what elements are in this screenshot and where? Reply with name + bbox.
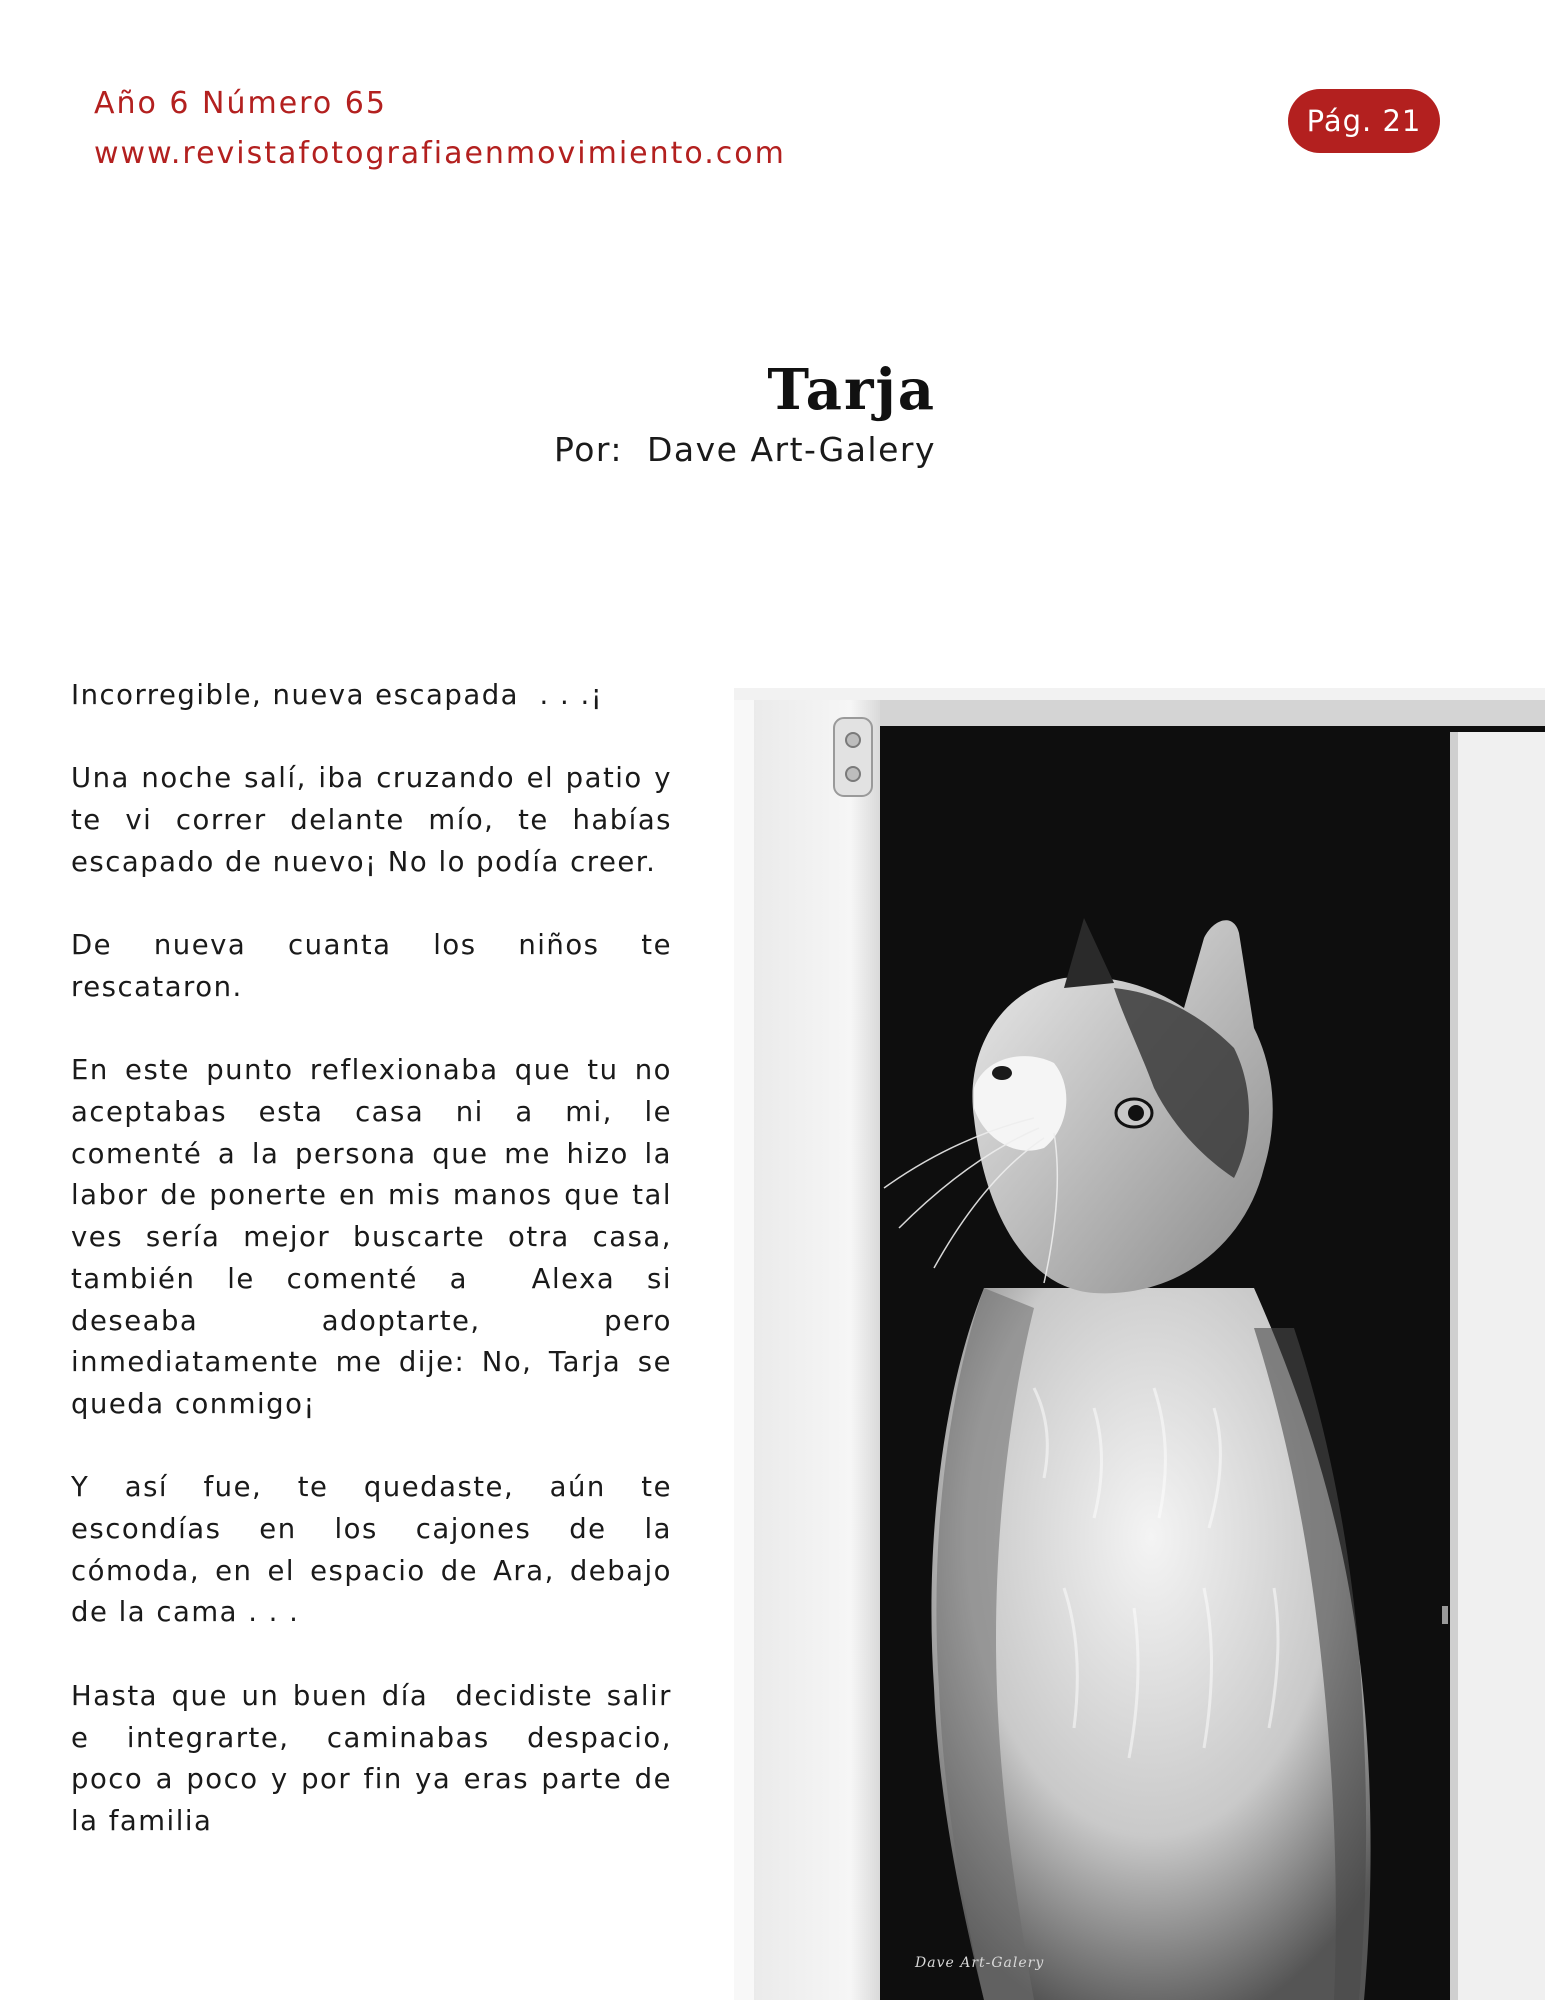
paragraph-1: Incorregible, nueva escapada . . .¡ bbox=[71, 679, 604, 711]
paragraph-4: En este punto reflexionaba que tu no aceptabas esta casa ni a mi, le comenté a la persona que me hizo la labor de ponerte en mis manos que tal ves sería mejor buscarte otra casa, también le comenté a Alexa si deseaba adoptarte, pero inmediatamente me dije: No, Tarja se queda conmigo¡ bbox=[71, 1054, 683, 1420]
page-number-badge: Pág. 21 bbox=[1288, 89, 1440, 153]
article-byline: Por: Dave Art-Galery bbox=[553, 430, 936, 469]
cat-photo-illustration bbox=[734, 688, 1545, 2000]
cat-photo bbox=[734, 688, 1545, 2000]
article-body bbox=[71, 675, 683, 1884]
issue-number: Año 6 Número 65 bbox=[94, 86, 387, 121]
website-link[interactable]: www.revistafotografiaenmovimiento.com bbox=[94, 136, 786, 171]
paragraph-2: Una noche salí, iba cruzando el patio y te vi correr delante mío, te habías escapado de nuevo¡ No lo podía creer. bbox=[71, 762, 683, 878]
paragraph-5: Y así fue, te quedaste, aún te escondías en los cajones de la cómoda, en el espacio de Ara, debajo de la cama . . . bbox=[71, 1471, 683, 1629]
photo-watermark-signature: Dave Art-Galery bbox=[915, 1955, 1045, 1971]
article-title: Tarja bbox=[767, 357, 936, 423]
paragraph-3: De nueva cuanta los niños te rescataron. bbox=[71, 929, 683, 1003]
paragraph-6: Hasta que un buen día decidiste salir e integrarte, caminabas despacio, poco a poco y por fin ya eras parte de la familia bbox=[71, 1679, 683, 1837]
